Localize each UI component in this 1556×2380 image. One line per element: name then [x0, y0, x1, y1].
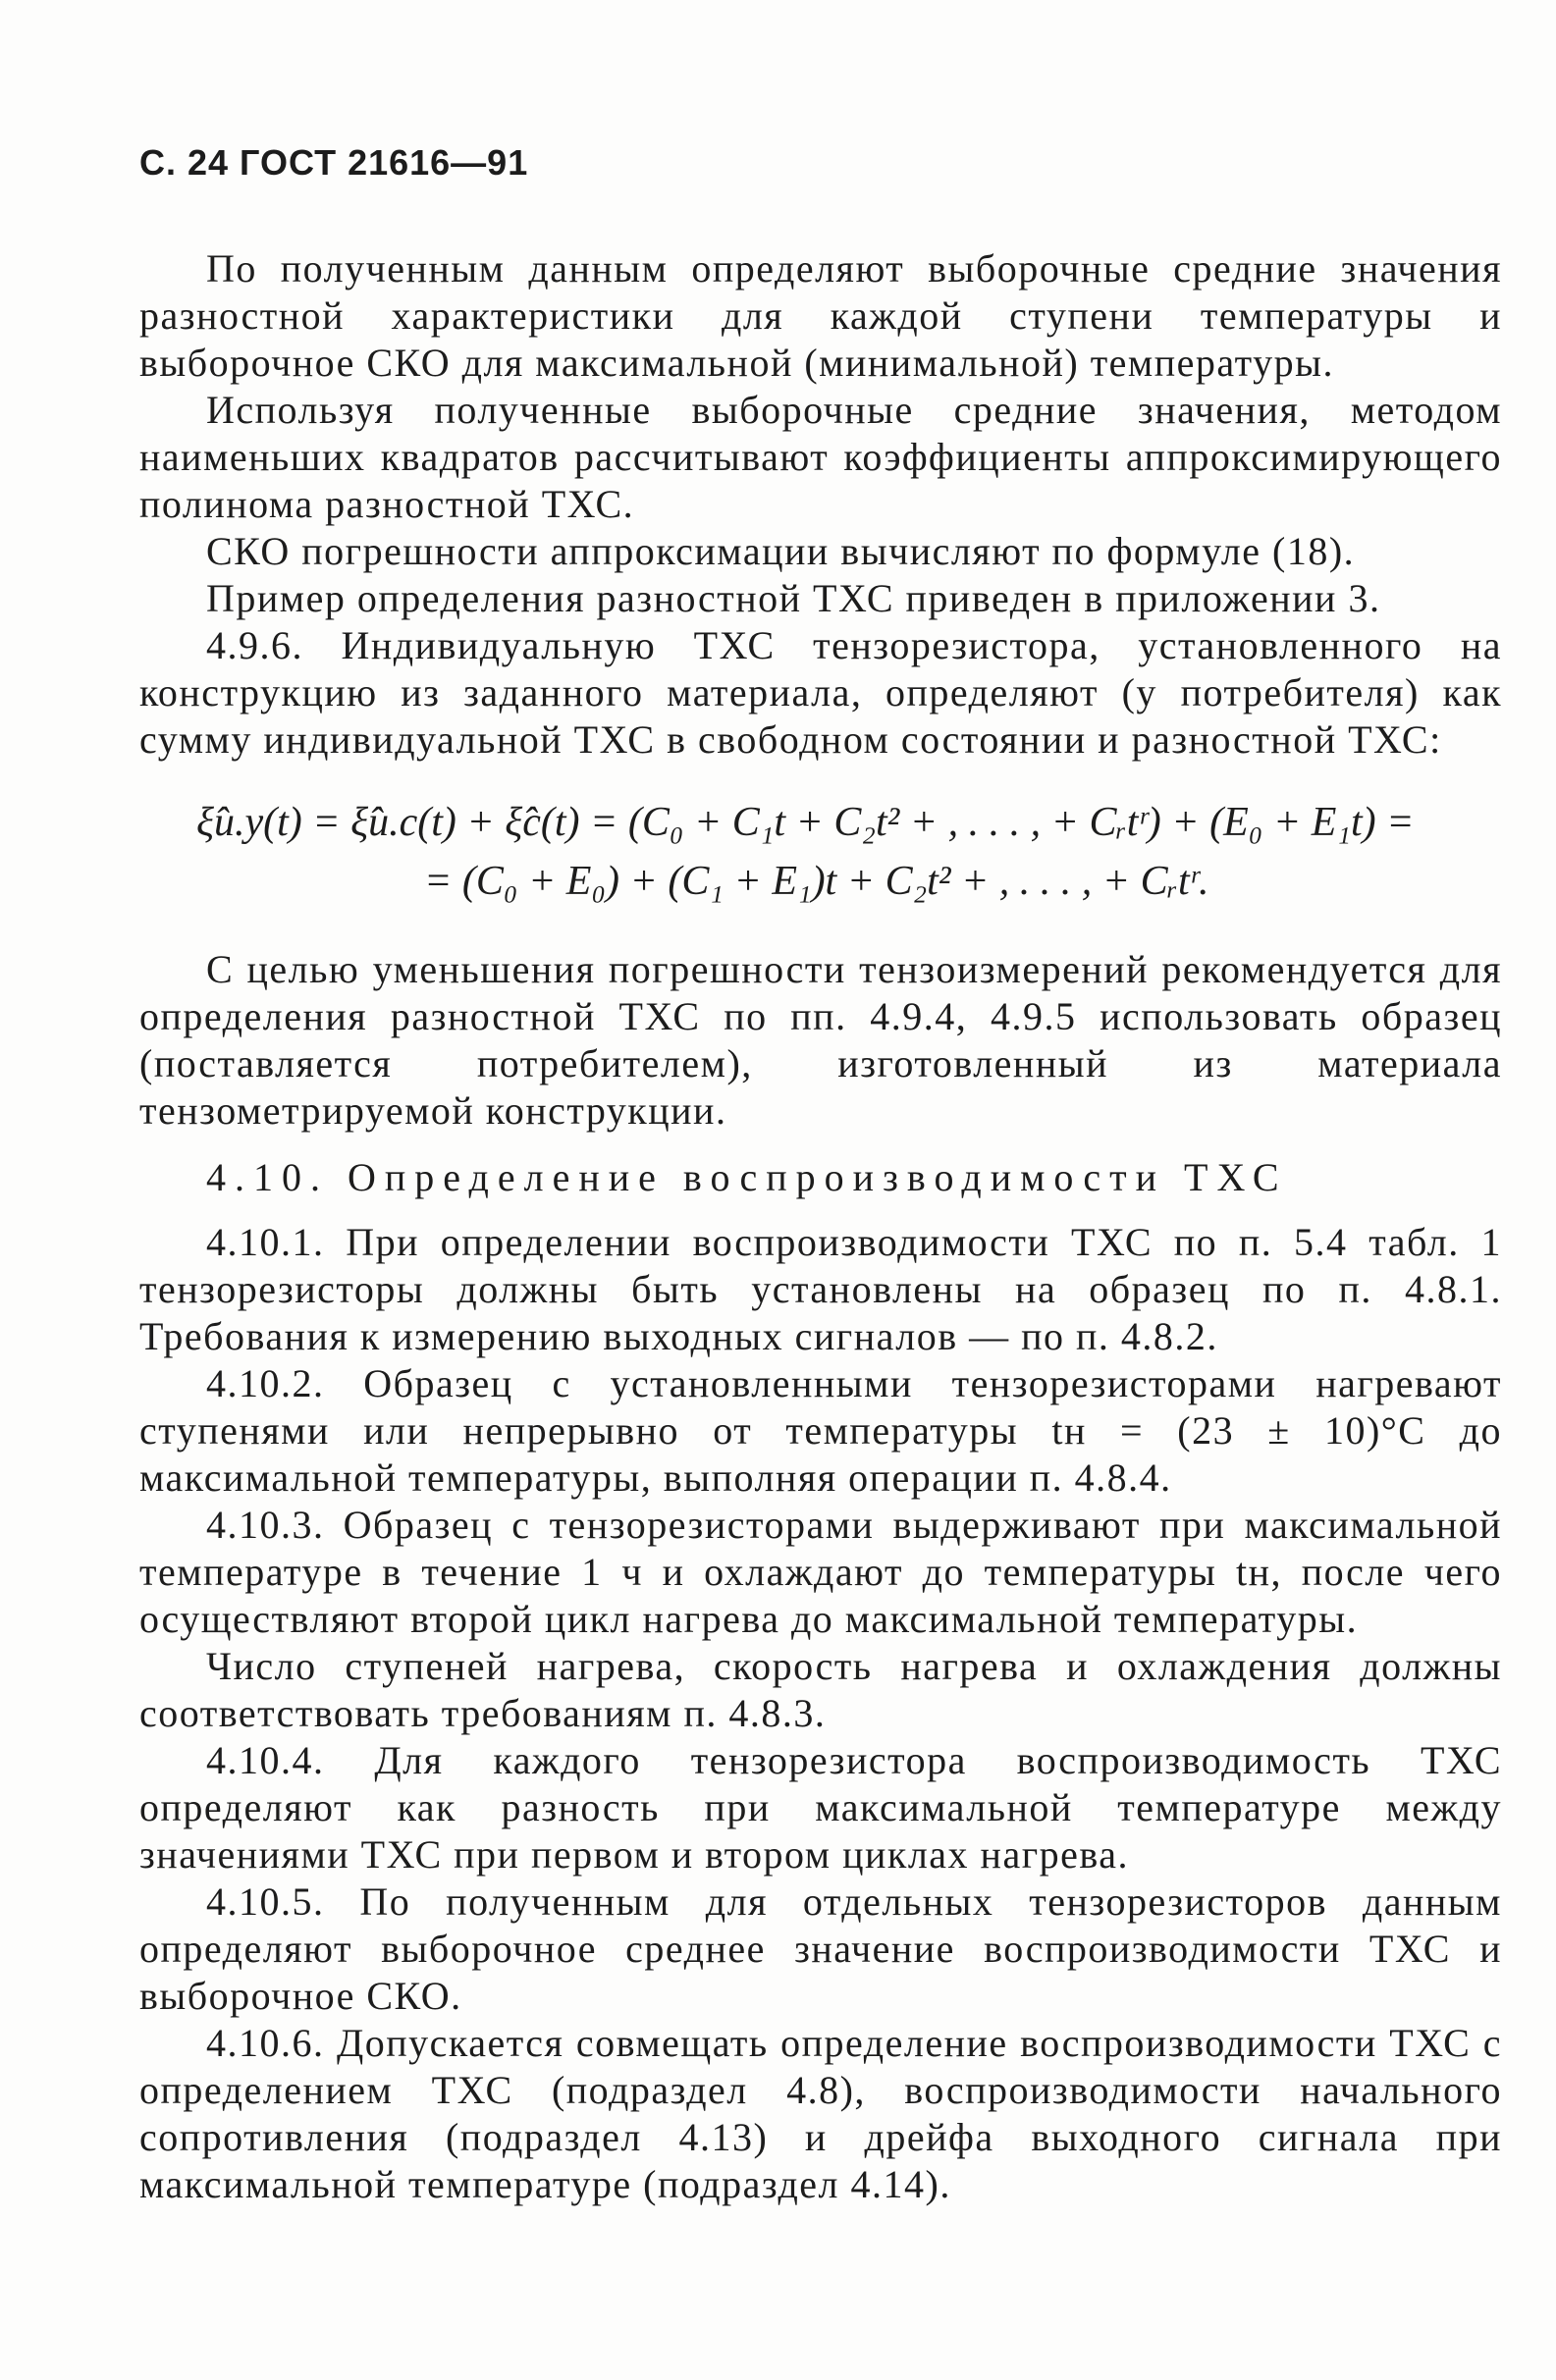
paragraph: Пример определения разностной ТХС приведен в приложении 3.	[206, 576, 1381, 620]
paragraph: 4.10.6. Допускается совмещать определение воспроизводимости ТХС с определением ТХС (подраздел 4.8), воспроизводимости начального сопротивления (подраздел 4.13) и дрейфа выходного сигнала при максимальной температуре (подраздел 4.14).	[139, 2021, 1502, 2206]
paragraph: СКО погрешности аппроксимации вычисляют по формуле (18).	[206, 529, 1356, 573]
document-body	[139, 245, 1502, 2208]
formula-line-2: = (C₀ + E₀) + (C₁ + E₁)t + C₂t² + , . . . , + Cᵣtʳ.	[424, 859, 1209, 904]
formula-line-1: ξ̂и.у(t) = ξ̂и.с(t) + ξ̂с(t) = (C₀ + C₁t + C₂t² + , . . . , + Cᵣtʳ) + (E₀ + E₁t) =	[196, 800, 1415, 845]
paragraph: По полученным данным определяют выборочные средние значения разностной характеристики для каждой ступени температуры и выборочное СКО для максимальной (минимальной) температуры.	[139, 246, 1502, 385]
paragraph: 4.10.4. Для каждого тензорезистора воспроизводимость ТХС определяют как разность при максимальной температуре между значениями ТХС при первом и втором циклах нагрева.	[139, 1738, 1502, 1877]
section-title: 4.10. Определение воспроизводимости ТХС	[206, 1155, 1288, 1199]
paragraph: Используя полученные выборочные средние значения, методом наименьших квадратов рассчитывают коэффициенты аппроксимирующего полинома разностной ТХС.	[139, 388, 1502, 526]
paragraph: 4.10.5. По полученным для отдельных тензорезисторов данным определяют выборочное среднее значение воспроизводимости ТХС и выборочное СКО.	[139, 1879, 1502, 2018]
paragraph: 4.9.6. Индивидуальную ТХС тензорезистора, установленного на конструкцию из заданного материала, определяют (у потребителя) как сумму индивидуальной ТХС в свободном состоянии и разностной ТХС:	[139, 623, 1502, 762]
paragraph: С целью уменьшения погрешности тензоизмерений рекомендуется для определения разностной ТХС по пп. 4.9.4, 4.9.5 использовать образец (поставляется потребителем), изготовленный из материала тензометрируемой конструкции.	[139, 947, 1502, 1133]
formula	[139, 793, 1502, 911]
paragraph: 4.10.1. При определении воспроизводимости ТХС по п. 5.4 табл. 1 тензорезисторы должны быть установлены на образец по п. 4.8.1. Требования к измерению выходных сигналов — по п. 4.8.2.	[139, 1220, 1502, 1358]
page-header: С. 24 ГОСТ 21616—91	[139, 142, 529, 183]
paragraph: Число ступеней нагрева, скорость нагрева и охлаждения должны соответствовать требованиям п. 4.8.3.	[139, 1644, 1502, 1735]
paragraph: 4.10.3. Образец с тензорезисторами выдерживают при максимальной температуре в течение 1 ч и охлаждают до температуры tн, после чего осуществляют второй цикл нагрева до максимальной температуры.	[139, 1503, 1502, 1641]
paragraph: 4.10.2. Образец с установленными тензорезисторами нагревают ступенями или непрерывно от температуры tн = (23 ± 10)°С до максимальной температуры, выполняя операции п. 4.8.4.	[139, 1361, 1502, 1500]
